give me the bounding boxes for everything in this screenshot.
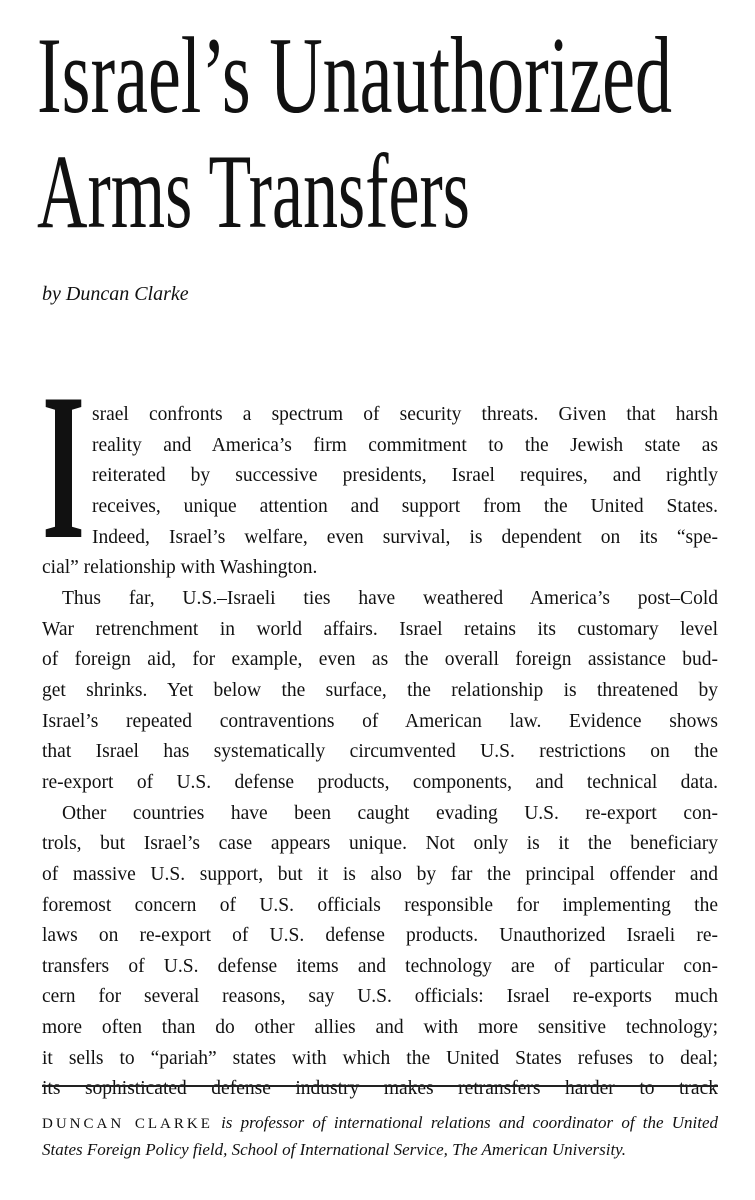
body-line: get shrinks. Yet below the surface, the relationship is threatened by [42, 679, 718, 701]
body-line: laws on re-export of U.S. defense products. Unauthorized Israeli re- [42, 925, 718, 947]
footnote-author-name: DUNCAN CLARKE [42, 1116, 213, 1132]
body-line: its sophisticated defense industry makes retransfers harder to track [42, 1078, 718, 1100]
footnote-author-bio: is professor of international relations and coordinator of the United States Foreign Policy field, School of International Service, The American University. [42, 1113, 718, 1159]
body-line: cern for several reasons, say U.S. officials: Israel re-exports much [42, 986, 718, 1008]
body-line: cial” relationship with Washington. [42, 557, 318, 579]
body-line: of massive U.S. support, but it is also by far the principal offender and [42, 863, 718, 885]
body-line: that Israel has systematically circumvented U.S. restrictions on the [42, 741, 718, 763]
body-line: transfers of U.S. defense items and technology are of particular con- [42, 955, 718, 977]
body-line: trols, but Israel’s case appears unique. Not only is it the beneficiary [42, 833, 718, 855]
body-line: of foreign aid, for example, even as the overall foreign assistance bud- [42, 649, 718, 671]
byline: by Duncan Clarke [42, 283, 189, 305]
article-title-line-2: Arms Transfers [37, 133, 470, 250]
author-footnote [42, 1110, 718, 1163]
body-line: Other countries have been caught evading U.S. re-export con- [62, 802, 718, 824]
body-line: Thus far, U.S.–Israeli ties have weathered America’s post–Cold [62, 587, 718, 609]
article-title-line-1: Israel’s Unauthorized [37, 15, 672, 136]
body-line: srael confronts a spectrum of security threats. Given that harsh [92, 404, 718, 425]
body-line: Indeed, Israel’s welfare, even survival, is dependent on its “spe- [92, 526, 718, 548]
footnote-divider [42, 1085, 718, 1087]
body-line: foremost concern of U.S. officials responsible for implementing the [42, 894, 718, 916]
drop-cap: I [42, 351, 85, 583]
body-line: receives, unique attention and support from the United States. [92, 495, 718, 517]
body-line: reiterated by successive presidents, Israel requires, and rightly [92, 465, 718, 487]
body-line: Israel’s repeated contraventions of American law. Evidence shows [42, 710, 718, 732]
body-line: reality and America’s firm commitment to the Jewish state as [92, 434, 718, 456]
article-body [42, 400, 718, 1105]
body-line: more often than do other allies and with more sensitive technology; [42, 1017, 718, 1039]
body-line: re-export of U.S. defense products, components, and technical data. [42, 771, 718, 793]
body-line: it sells to “pariah” states with which the United States refuses to deal; [42, 1047, 718, 1069]
body-line: War retrenchment in world affairs. Israel retains its customary level [42, 618, 718, 640]
